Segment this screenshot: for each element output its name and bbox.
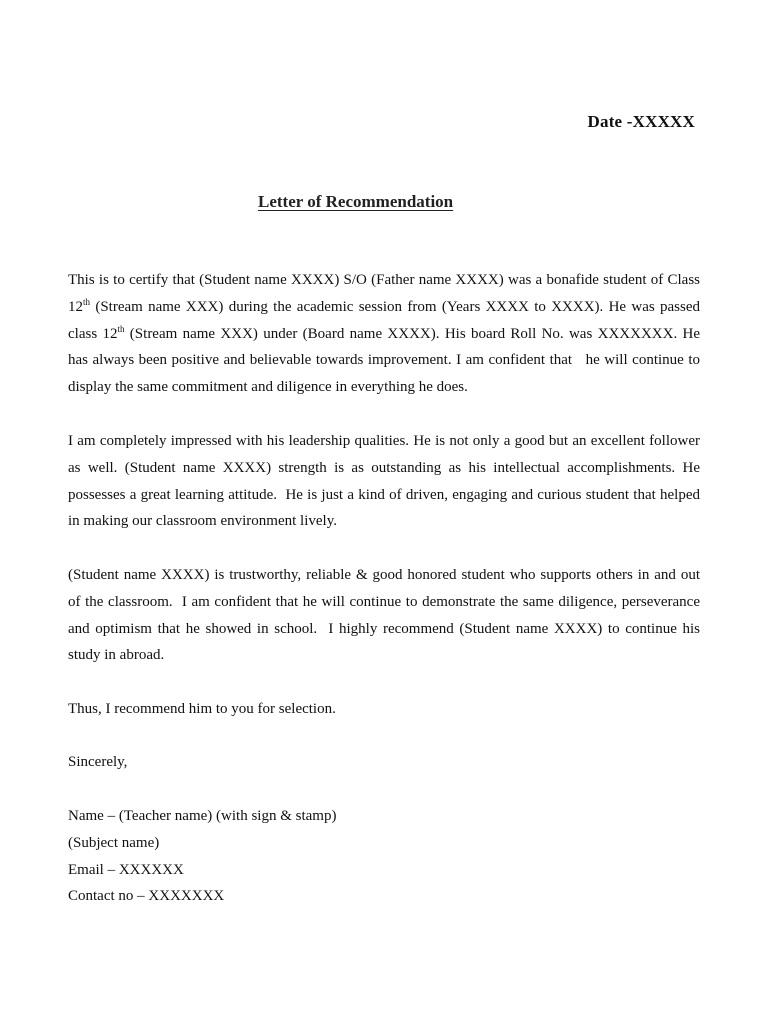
- paragraph-line: display the same commitment and diligence in everything he does.: [68, 379, 468, 396]
- signature-block: [68, 803, 336, 910]
- paragraph-character: [68, 562, 700, 669]
- paragraph-line: I am completely impressed with his leadership qualities. He is not only a good but an excellent follower: [68, 433, 700, 449]
- signature-email: Email – XXXXXX: [68, 861, 184, 878]
- signature-contact: Contact no – XXXXXXX: [68, 888, 225, 905]
- superscript-th: th: [83, 296, 91, 307]
- paragraph-line: This is to certify that (Student name XXXX) S/O (Father name XXXX) was a bonafide student of Class: [68, 272, 700, 288]
- closing-line: Thus, I recommend him to you for selection.: [68, 701, 336, 717]
- paragraph-certification: [68, 267, 700, 401]
- signature-subject: (Subject name): [68, 834, 160, 851]
- signature-name: Name – (Teacher name) (with sign & stamp): [68, 808, 337, 824]
- paragraph-line: of the classroom. I am confident that he will continue to demonstrate the same diligence, perseverance: [68, 593, 700, 610]
- paragraph-line: as well. (Student name XXXX) strength is as outstanding as his intellectual accomplishments. He: [68, 459, 700, 476]
- paragraph-line: and optimism that he showed in school. I highly recommend (Student name XXXX) to continue his: [68, 620, 700, 637]
- salutation: Sincerely,: [68, 754, 128, 770]
- paragraph-line: possesses a great learning attitude. He is just a kind of driven, engaging and curious student that helped: [68, 486, 700, 503]
- paragraph-line: has always been positive and believable towards improvement. I am confident that he will continue to: [68, 352, 700, 369]
- date-line: Date -XXXXX: [587, 112, 695, 131]
- paragraph-line: study in abroad.: [68, 647, 165, 664]
- paragraph-line: in making our classroom environment lively.: [68, 513, 337, 530]
- letter-title: Letter of Recommendation: [258, 192, 454, 211]
- paragraph-leadership: [68, 428, 700, 535]
- paragraph-line: (Student name XXXX) is trustworthy, reliable & good honored student who supports others in and out: [68, 567, 700, 583]
- superscript-th: th: [117, 323, 125, 334]
- paragraph-line: 12th (Stream name XXX) during the academic session from (Years XXXX to XXXX). He was passed: [68, 296, 700, 315]
- paragraph-line: class 12th (Stream name XXX) under (Board name XXXX). His board Roll No. was XXXXXXX. He: [68, 323, 700, 342]
